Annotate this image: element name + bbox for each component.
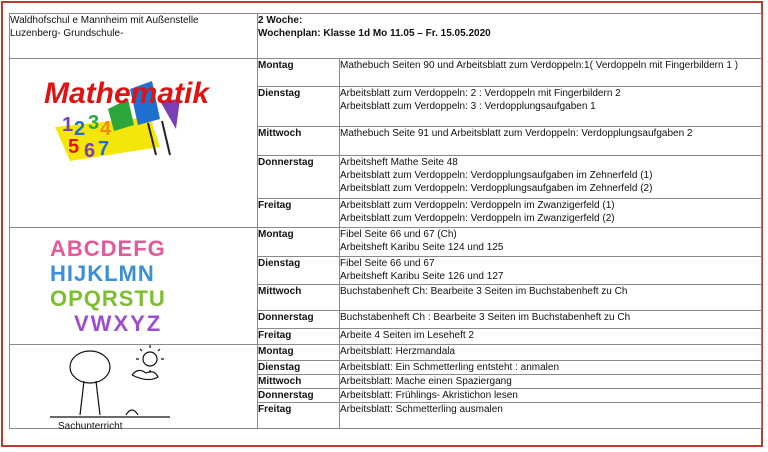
week-label: 2 Woche: (258, 15, 303, 26)
table-row (10, 345, 762, 361)
day-label: Freitag (258, 199, 340, 228)
task-cell (340, 329, 762, 345)
task-cell (340, 403, 762, 429)
digit-art: 3 (88, 112, 100, 134)
task-line: Arbeitsblatt: Schmetterling ausmalen (340, 404, 503, 415)
school-name-cell (10, 14, 258, 59)
day-label: Mittwoch (258, 285, 340, 311)
task-cell (340, 361, 762, 375)
day-label: Freitag (258, 329, 340, 345)
task-line: Arbeitsheft Karibu Seite 126 und 127 (340, 271, 504, 282)
task-line: Arbeitsblatt zum Verdoppeln: Verdopplungsaufgaben im Zehnerfeld (1) (340, 170, 653, 181)
digit-art: 6 (84, 140, 96, 162)
header-row (10, 14, 762, 59)
task-line: Arbeitsblatt zum Verdoppeln: 2 : Verdoppeln mit Fingerbildern 2 (340, 88, 621, 99)
tree-trunk-icon (80, 381, 100, 415)
task-line: Arbeitsblatt zum Verdoppeln: Verdoppeln im Zwanzigerfeld (2) (340, 213, 615, 224)
plan-title: Wochenplan: Klasse 1d Mo 11.05 – Fr. 15.05.2020 (258, 28, 491, 39)
table-row (10, 228, 762, 257)
task-line: Arbeitsblatt zum Verdoppeln: Verdoppeln im Zwanzigerfeld (1) (340, 200, 615, 211)
task-line: Mathebuch Seiten 90 und Arbeitsblatt zum Verdoppeln:1( Verdoppeln mit Fingerbildern 1 ) (340, 60, 739, 71)
sun-rays (136, 345, 164, 373)
task-cell (340, 156, 762, 199)
digit-art: 7 (98, 138, 110, 160)
task-cell (340, 127, 762, 156)
task-line: Buchstabenheft Ch : Bearbeite 3 Seiten im Buchstabenheft zu Ch (340, 312, 631, 323)
day-label: Freitag (258, 403, 340, 429)
day-label: Donnerstag (258, 389, 340, 403)
day-label: Montag (258, 345, 340, 361)
task-line: Buchstabenheft Ch: Bearbeite 3 Seiten im Buchstabenheft zu Ch (340, 286, 628, 297)
day-label: Dienstag (258, 87, 340, 127)
plan-heading-cell (258, 14, 762, 59)
day-label: Montag (258, 228, 340, 257)
mathematik-title: Mathematik (44, 77, 210, 110)
sachunterricht-illustration (10, 345, 258, 431)
digit-art: 2 (74, 118, 86, 140)
day-label: Donnerstag (258, 156, 340, 199)
sun-icon (143, 352, 157, 366)
task-line: Arbeite 4 Seiten im Leseheft 2 (340, 330, 474, 341)
alphabet-illustration-cell (10, 228, 258, 345)
task-cell (340, 311, 762, 329)
task-line: Arbeitsblatt: Mache einen Spaziergang (340, 376, 512, 387)
alphabet-line: HIJKLMN (50, 261, 155, 286)
task-line: Fibel Seite 66 und 67 (340, 258, 435, 269)
alphabet-line: OPQRSTU (50, 286, 166, 311)
task-cell (340, 389, 762, 403)
alphabet-line: VWXYZ (74, 311, 163, 336)
cloud-icon (132, 370, 158, 379)
day-label: Dienstag (258, 257, 340, 285)
school-name-line1: Waldhofschul e Mannheim mit Außenstelle (10, 15, 199, 26)
hedgehog-icon (126, 410, 138, 415)
school-name-line2: Luzenberg- Grundschule- (10, 28, 124, 39)
sachunterricht-illustration-cell (10, 345, 258, 429)
task-line: Arbeitsblatt zum Verdoppeln: Verdopplungsaufgaben im Zehnerfeld (2) (340, 183, 653, 194)
day-label: Mittwoch (258, 375, 340, 389)
digit-art: 4 (100, 118, 112, 140)
task-cell (340, 199, 762, 228)
day-label: Mittwoch (258, 127, 340, 156)
task-line: Fibel Seite 66 und 67 (Ch) (340, 229, 457, 240)
alphabet-line: ABCDEFG (50, 236, 166, 261)
task-line: Arbeitsblatt: Ein Schmetterling entsteht : anmalen (340, 362, 560, 373)
table-row (10, 59, 762, 87)
compass-leg (162, 121, 170, 155)
task-cell (340, 345, 762, 361)
tree-crown-icon (70, 351, 110, 383)
task-line: Arbeitsheft Karibu Seite 124 und 125 (340, 242, 504, 253)
task-cell (340, 375, 762, 389)
task-line: Arbeitsblatt zum Verdoppeln: 3 : Verdopplungsaufgaben 1 (340, 101, 596, 112)
digit-art: 1 (62, 114, 74, 136)
task-cell (340, 285, 762, 311)
sachunterricht-caption: Sachunterricht (58, 421, 123, 431)
task-line: Arbeitsblatt: Herzmandala (340, 346, 456, 357)
task-cell (340, 257, 762, 285)
task-line: Arbeitsblatt: Frühlings- Akristichon lesen (340, 390, 518, 401)
day-label: Montag (258, 59, 340, 87)
task-cell (340, 59, 762, 87)
mathematik-illustration (10, 59, 258, 229)
day-label: Dienstag (258, 361, 340, 375)
weekly-plan-table (9, 13, 762, 429)
alphabet-illustration (10, 228, 258, 345)
digit-art: 5 (68, 136, 80, 158)
task-cell (340, 228, 762, 257)
day-label: Donnerstag (258, 311, 340, 329)
mathematik-illustration-cell (10, 59, 258, 228)
task-cell (340, 87, 762, 127)
task-line: Arbeitsheft Mathe Seite 48 (340, 157, 458, 168)
task-line: Mathebuch Seite 91 und Arbeitsblatt zum Verdoppeln: Verdopplungsaufgaben 2 (340, 128, 693, 139)
